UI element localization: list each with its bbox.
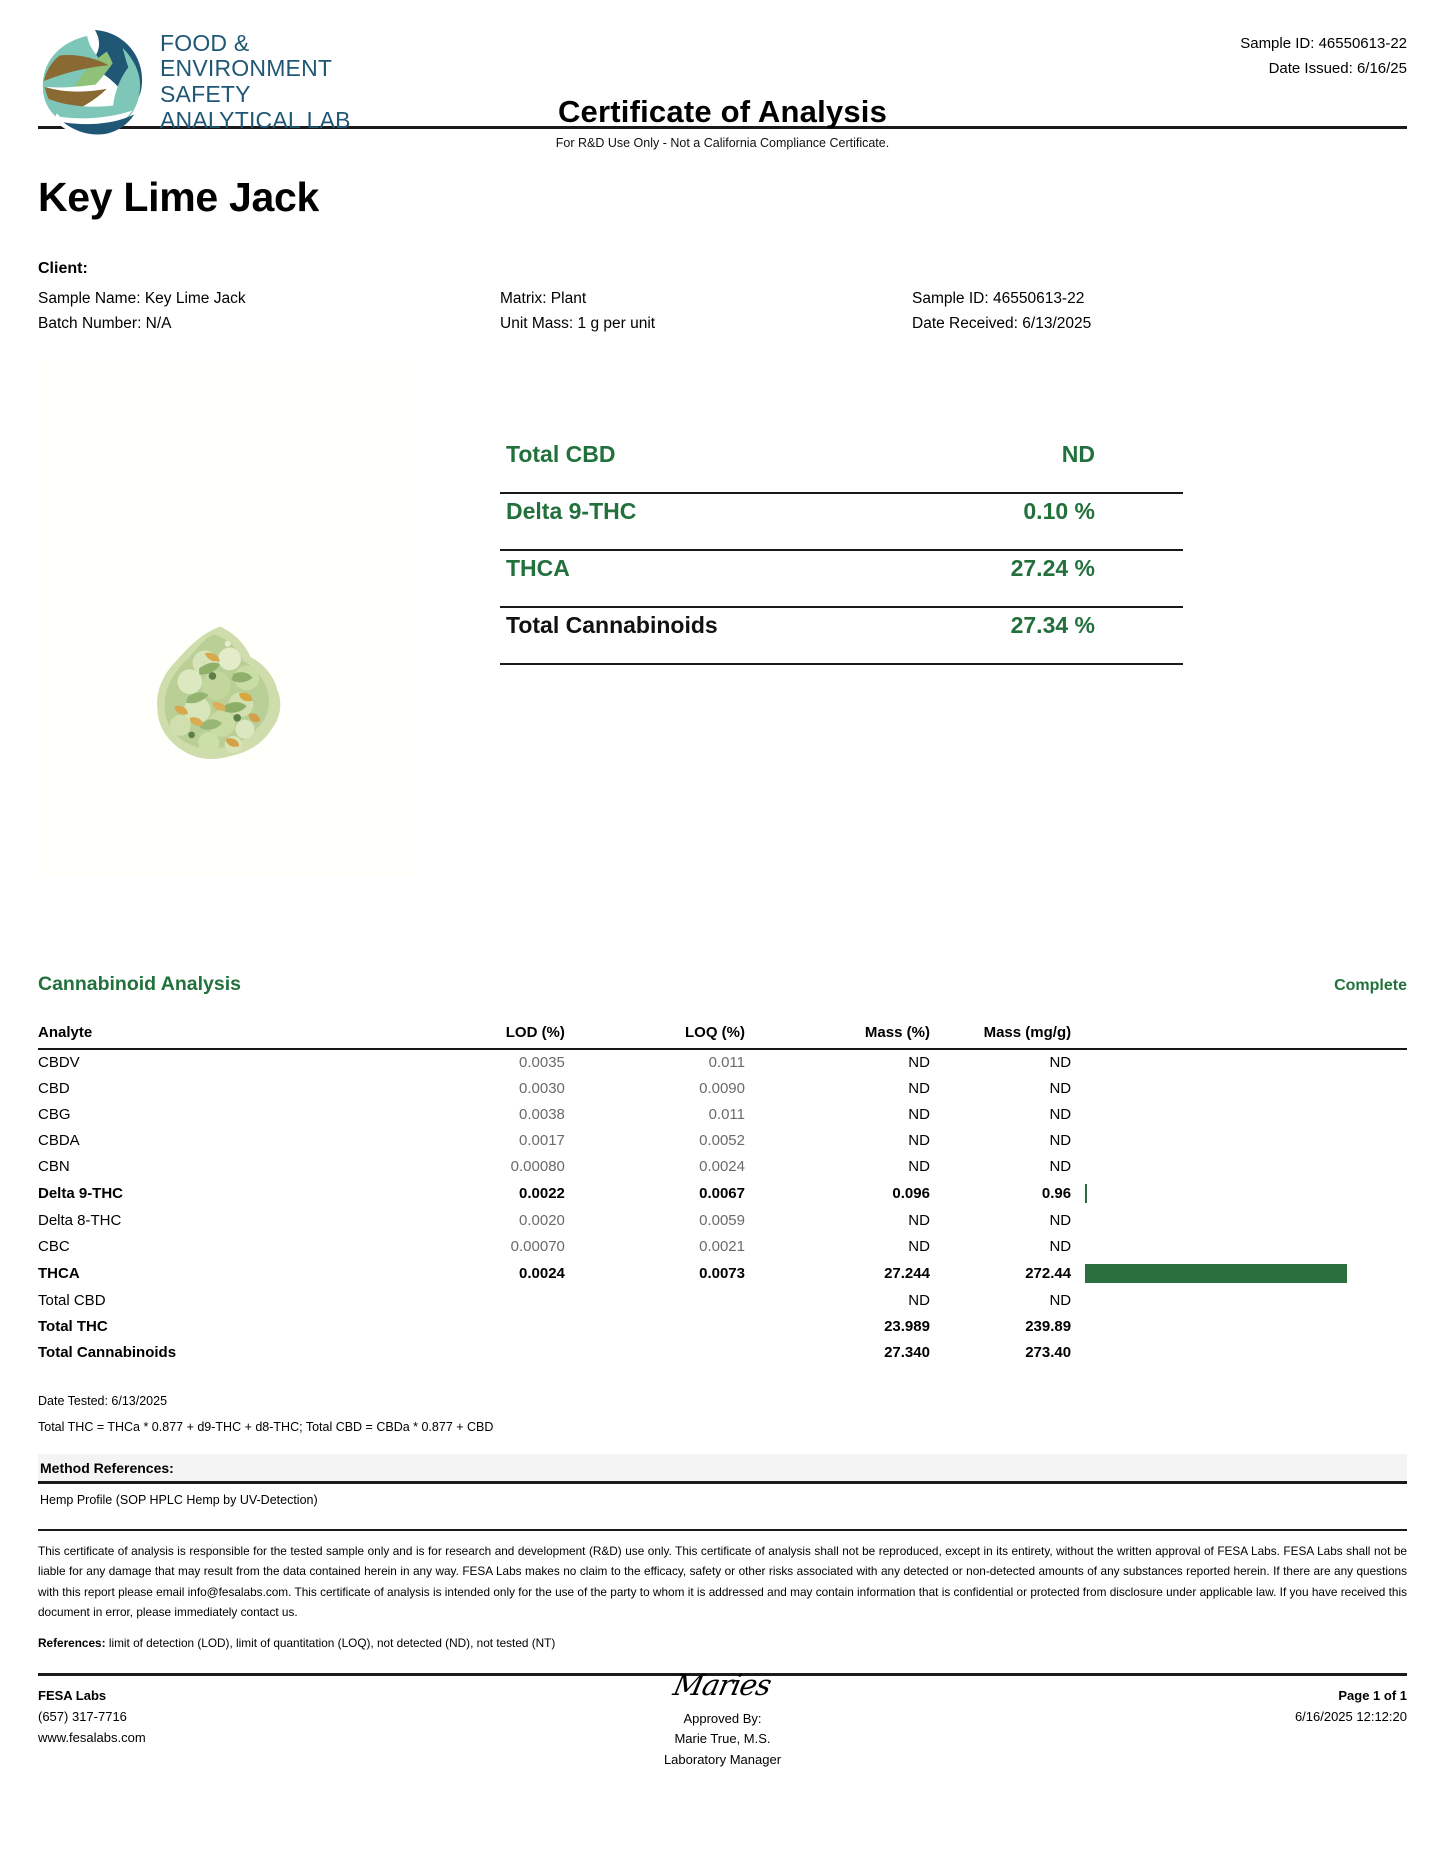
cell-analyte: CBC bbox=[38, 1238, 70, 1255]
cell-analyte: Total Cannabinoids bbox=[38, 1344, 177, 1361]
header-date-issued: Date Issued: 6/16/25 bbox=[1268, 59, 1407, 77]
footer-lab-name: FESA Labs bbox=[38, 1688, 107, 1704]
cell-lod: 0.00080 bbox=[510, 1158, 565, 1175]
page-title: Certificate of Analysis bbox=[557, 94, 888, 129]
cell-mass-mgg: 273.40 bbox=[1025, 1344, 1072, 1361]
table-row bbox=[38, 1128, 1407, 1154]
approver-title: Laboratory Manager bbox=[663, 1752, 782, 1768]
cell-mass-pct: ND bbox=[908, 1158, 930, 1175]
summary-value-delta9-thc: 0.10 % bbox=[1023, 497, 1095, 524]
cell-analyte: THCA bbox=[38, 1265, 80, 1282]
header-meta bbox=[1240, 32, 1407, 82]
batch-number: Batch Number: N/A bbox=[38, 315, 172, 333]
cell-loq: 0.0067 bbox=[699, 1185, 745, 1202]
col-header-bar bbox=[1071, 1024, 1407, 1049]
cannabinoid-results-table bbox=[38, 1024, 1407, 1366]
summary-label-total-cbd: Total CBD bbox=[506, 440, 616, 467]
logo-line-1: FOOD & bbox=[160, 29, 250, 56]
references-label: References: bbox=[38, 1636, 106, 1651]
value-bar bbox=[1085, 1184, 1087, 1203]
matrix: Matrix: Plant bbox=[500, 290, 587, 307]
method-references-heading: Method References: bbox=[38, 1454, 1407, 1484]
summary-value-total-cannabinoids: 27.34 % bbox=[1010, 611, 1095, 638]
cell-loq: 0.0052 bbox=[699, 1132, 745, 1149]
unit-mass: Unit Mass: 1 g per unit bbox=[500, 315, 656, 333]
page-footer bbox=[38, 1668, 1407, 1796]
logo-line-4: ANALYTICAL LAB bbox=[160, 106, 351, 133]
cell-mass-mgg: ND bbox=[1049, 1212, 1072, 1229]
table-row bbox=[38, 1288, 1407, 1314]
cell-mass-pct: ND bbox=[908, 1054, 930, 1071]
cell-mass-pct: ND bbox=[908, 1132, 930, 1149]
col-header-analyte: Analyte bbox=[38, 1024, 385, 1049]
table-row bbox=[38, 1340, 1407, 1366]
footer-website[interactable]: www.fesalabs.com bbox=[38, 1729, 146, 1745]
cell-bar bbox=[1071, 1288, 1407, 1314]
cell-mass-pct: 27.244 bbox=[884, 1265, 930, 1282]
table-row bbox=[38, 1154, 1407, 1180]
cell-bar bbox=[1071, 1128, 1407, 1154]
cell-lod: 0.0030 bbox=[519, 1080, 565, 1097]
date-received: Date Received: 6/13/2025 bbox=[912, 315, 1092, 333]
client-col-left bbox=[38, 286, 500, 337]
summary-label-delta9-thc: Delta 9-THC bbox=[506, 497, 637, 524]
cell-loq: 0.0073 bbox=[699, 1265, 745, 1282]
cell-analyte: CBDV bbox=[38, 1054, 80, 1071]
cell-mass-mgg: ND bbox=[1049, 1080, 1072, 1097]
client-label: Client: bbox=[38, 260, 88, 277]
footer-approval bbox=[38, 1662, 1407, 1771]
cell-mass-pct: ND bbox=[908, 1212, 930, 1229]
cell-loq: 0.0024 bbox=[699, 1158, 745, 1175]
table-row bbox=[38, 1260, 1407, 1288]
cell-lod bbox=[385, 1314, 565, 1340]
cell-bar bbox=[1071, 1260, 1407, 1288]
summary-label-total-cannabinoids: Total Cannabinoids bbox=[506, 611, 718, 638]
cell-mass-mgg: ND bbox=[1049, 1132, 1072, 1149]
cell-lod: 0.0022 bbox=[519, 1185, 565, 1202]
cell-mass-mgg: ND bbox=[1049, 1292, 1072, 1309]
cell-loq: 0.0090 bbox=[699, 1080, 745, 1097]
table-row bbox=[38, 1208, 1407, 1234]
col-header-lod: LOD (%) bbox=[385, 1024, 565, 1049]
cell-loq: 0.011 bbox=[708, 1106, 745, 1123]
references-body: limit of detection (LOD), limit of quantitation (LOQ), not detected (ND), not tested (NT) bbox=[105, 1636, 556, 1651]
footer-timestamp: 6/16/2025 12:12:20 bbox=[1294, 1708, 1407, 1724]
sample-title: Key Lime Jack bbox=[38, 174, 319, 220]
client-col-right bbox=[912, 286, 1372, 337]
cell-lod: 0.0038 bbox=[519, 1106, 565, 1123]
table-row bbox=[38, 1076, 1407, 1102]
cell-analyte: CBDA bbox=[38, 1132, 80, 1149]
cell-mass-pct: 27.340 bbox=[884, 1344, 930, 1361]
cell-analyte: Total THC bbox=[38, 1318, 108, 1335]
status-badge: Complete bbox=[1334, 976, 1407, 994]
cell-mass-mgg: 239.89 bbox=[1025, 1318, 1072, 1335]
sample-overview bbox=[38, 359, 1407, 919]
col-header-loq: LOQ (%) bbox=[565, 1024, 745, 1049]
cell-loq: 0.0021 bbox=[699, 1238, 745, 1255]
cell-bar bbox=[1071, 1314, 1407, 1340]
signature-image: Maries bbox=[670, 1668, 775, 1703]
footer-phone: (657) 317-7716 bbox=[38, 1708, 127, 1724]
logo-line-2: ENVIRONMENT bbox=[160, 55, 333, 82]
cell-mass-mgg: ND bbox=[1049, 1106, 1072, 1123]
rd-disclaimer: For R&D Use Only - Not a California Compliance Certificate. bbox=[555, 136, 890, 150]
cell-lod: 0.00070 bbox=[510, 1238, 565, 1255]
date-tested: Date Tested: 6/13/2025 bbox=[38, 1393, 168, 1408]
cell-mass-mgg: ND bbox=[1049, 1054, 1072, 1071]
cell-bar bbox=[1071, 1180, 1407, 1208]
cell-loq bbox=[565, 1340, 745, 1366]
header-sample-id: Sample ID: 46550613-22 bbox=[1240, 35, 1407, 52]
col-header-mass-pct: Mass (%) bbox=[745, 1024, 930, 1049]
sample-id: Sample ID: 46550613-22 bbox=[912, 290, 1085, 307]
cell-analyte: Delta 8-THC bbox=[38, 1212, 122, 1229]
cell-analyte: Total CBD bbox=[38, 1292, 106, 1309]
analysis-notes bbox=[38, 1388, 1407, 1441]
cell-mass-mgg: 0.96 bbox=[1041, 1185, 1072, 1202]
cell-lod: 0.0020 bbox=[519, 1212, 565, 1229]
approved-by-label: Approved By: bbox=[683, 1710, 762, 1726]
cell-loq: 0.011 bbox=[708, 1054, 745, 1071]
cell-bar bbox=[1071, 1076, 1407, 1102]
cannabinoid-section-title: Cannabinoid Analysis bbox=[38, 972, 241, 995]
cell-lod bbox=[385, 1288, 565, 1314]
cell-mass-pct: 23.989 bbox=[884, 1318, 930, 1335]
cell-bar bbox=[1071, 1049, 1407, 1076]
cannabis-bud-image bbox=[146, 619, 298, 771]
table-row bbox=[38, 1180, 1407, 1208]
legal-references bbox=[38, 1636, 1407, 1650]
col-header-mass-mgg: Mass (mg/g) bbox=[930, 1024, 1071, 1049]
cell-mass-pct: ND bbox=[908, 1238, 930, 1255]
summary-results-table bbox=[500, 437, 1183, 665]
cell-analyte: CBG bbox=[38, 1106, 71, 1123]
cell-analyte: Delta 9-THC bbox=[38, 1185, 124, 1202]
cell-lod: 0.0035 bbox=[519, 1054, 565, 1071]
method-references-body: Hemp Profile (SOP HPLC Hemp by UV-Detection) bbox=[40, 1493, 318, 1507]
cell-loq bbox=[565, 1314, 745, 1340]
summary-row bbox=[500, 494, 1183, 551]
value-bar bbox=[1085, 1264, 1347, 1283]
cell-lod: 0.0017 bbox=[519, 1132, 565, 1149]
cell-bar bbox=[1071, 1234, 1407, 1260]
summary-label-thca: THCA bbox=[506, 554, 570, 581]
cannabinoid-section-header bbox=[38, 973, 1407, 996]
cell-mass-pct: 0.096 bbox=[892, 1185, 930, 1202]
cell-mass-pct: ND bbox=[908, 1292, 930, 1309]
sample-photo bbox=[38, 359, 420, 877]
client-col-middle bbox=[500, 286, 912, 337]
footer-page-info bbox=[1295, 1686, 1407, 1728]
summary-row bbox=[500, 551, 1183, 608]
cell-bar bbox=[1071, 1102, 1407, 1128]
table-row bbox=[38, 1314, 1407, 1340]
cell-loq: 0.0059 bbox=[699, 1212, 745, 1229]
cell-bar bbox=[1071, 1208, 1407, 1234]
approver-name: Marie True, M.S. bbox=[674, 1731, 771, 1747]
cell-analyte: CBD bbox=[38, 1080, 70, 1097]
cell-loq bbox=[565, 1288, 745, 1314]
summary-row bbox=[500, 608, 1183, 665]
cell-mass-pct: ND bbox=[908, 1080, 930, 1097]
summary-row bbox=[500, 437, 1183, 494]
cell-mass-pct: ND bbox=[908, 1106, 930, 1123]
cannabinoid-analysis-section bbox=[38, 973, 1407, 1508]
table-row bbox=[38, 1102, 1407, 1128]
thc-formula: Total THC = THCa * 0.877 + d9-THC + d8-THC; Total CBD = CBDa * 0.877 + CBD bbox=[38, 1419, 494, 1434]
client-info-grid bbox=[38, 286, 1407, 337]
legal-divider bbox=[38, 1529, 1407, 1531]
cell-lod: 0.0024 bbox=[519, 1265, 565, 1282]
table-row bbox=[38, 1049, 1407, 1076]
cell-mass-mgg: 272.44 bbox=[1025, 1265, 1072, 1282]
cell-bar bbox=[1071, 1340, 1407, 1366]
page-number: Page 1 of 1 bbox=[1338, 1688, 1407, 1704]
summary-value-total-cbd: ND bbox=[1061, 440, 1095, 467]
legal-disclaimer: This certificate of analysis is responsible for the tested sample only and is for research and development (R&D) use only. This certificate of analysis shall not be reproduced, except in its entirety, without the written approval of FESA Labs. FESA Labs shall not be liable for any damage that may result from the data contained herein in any way. FESA Labs makes no claim to the efficacy, safety or other risks associated with any detected or non-detected amounts of any substances reported herein. If there are any questions with this report please email info@fesalabs.com. This certificate of analysis is intended only for the use of the party to whom it is addressed and may contain information that is confidential or protected from disclosure under applicable law. If you have received this document in error, please immediately contact us. bbox=[38, 1544, 1407, 1619]
sample-name: Sample Name: Key Lime Jack bbox=[38, 290, 246, 307]
logo-line-3: SAFETY bbox=[160, 81, 251, 107]
cell-lod bbox=[385, 1340, 565, 1366]
cell-mass-mgg: ND bbox=[1049, 1158, 1072, 1175]
cell-analyte: CBN bbox=[38, 1158, 70, 1175]
table-row bbox=[38, 1234, 1407, 1260]
cell-mass-mgg: ND bbox=[1049, 1238, 1072, 1255]
summary-value-thca: 27.24 % bbox=[1010, 554, 1095, 581]
page-header bbox=[38, 0, 1407, 133]
table-header-row bbox=[38, 1024, 1407, 1049]
cell-bar bbox=[1071, 1154, 1407, 1180]
